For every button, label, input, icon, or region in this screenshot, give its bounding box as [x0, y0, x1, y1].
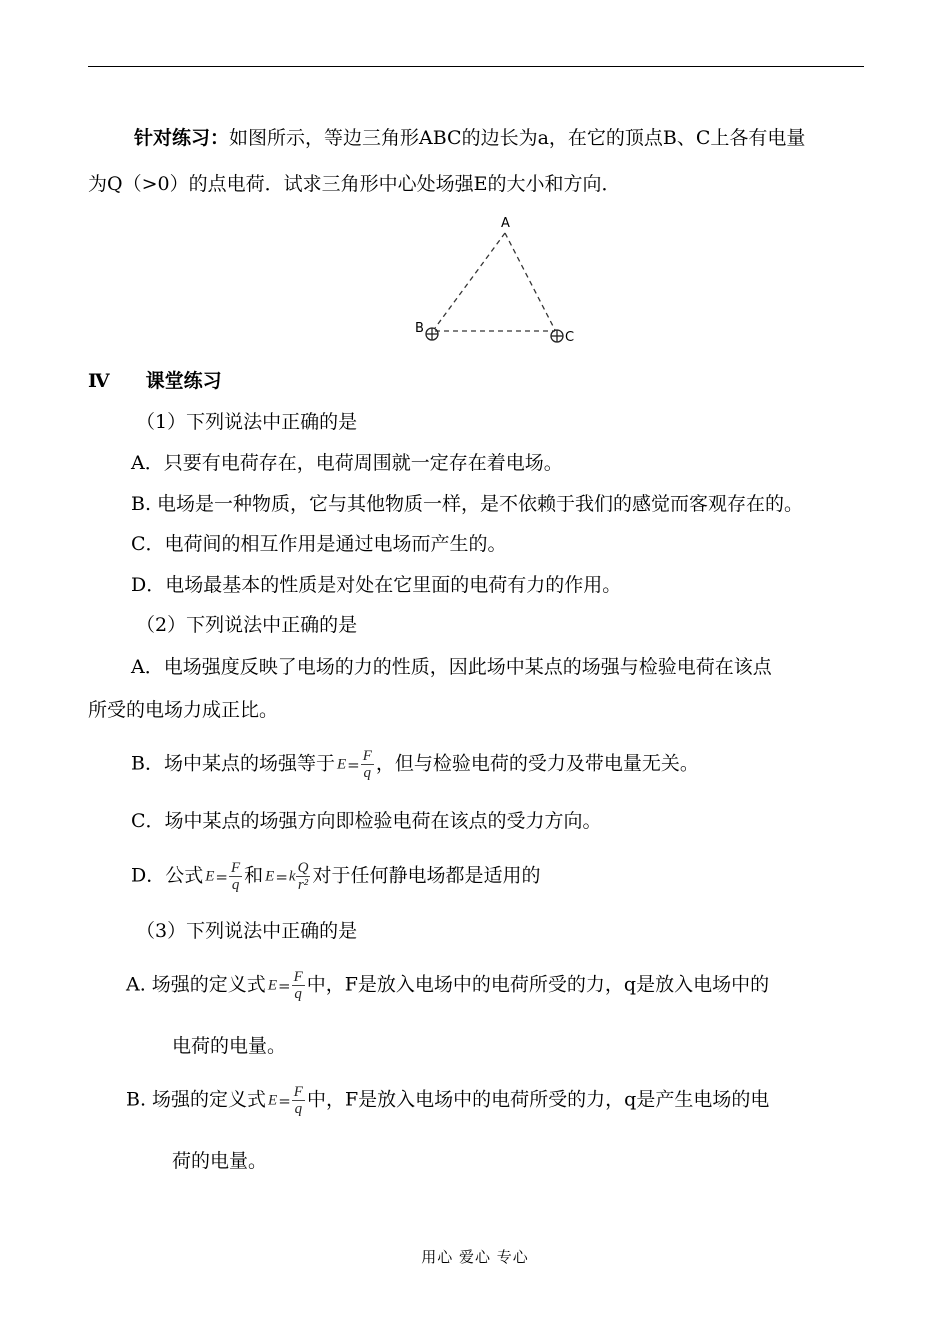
q3-stem: （3）下列说法中正确的是	[136, 920, 358, 942]
formula-equals: =	[277, 976, 291, 995]
q1-option-d: D．电场最基本的性质是对处在它里面的电荷有力的作用。	[131, 574, 622, 596]
vertex-a-label: A	[501, 216, 510, 231]
fraction-numerator: F	[293, 1084, 303, 1100]
q2-option-b	[131, 748, 699, 781]
formula-e-kq-over-r2	[265, 860, 310, 893]
formula-e-f-over-q	[268, 1084, 305, 1117]
q3-option-a-text: A. 场强的定义式	[126, 973, 266, 996]
fraction-f-q	[229, 860, 242, 893]
formula-var-e: E	[265, 868, 275, 885]
vertex-b-label: B	[415, 321, 424, 336]
page-footer: 用心 爱心 专心	[421, 1248, 529, 1266]
edge-ab	[435, 233, 505, 328]
vertex-c-label: C	[565, 330, 575, 345]
fraction-numerator: F	[230, 860, 241, 876]
q2-option-d-text: D．公式	[131, 864, 204, 887]
section-title: 课堂练习	[145, 370, 222, 392]
formula-e-f-over-q	[268, 969, 305, 1002]
q1-stem: （1）下列说法中正确的是	[136, 411, 358, 433]
fraction-denominator: q	[231, 877, 240, 893]
formula-var-k: k	[288, 868, 296, 885]
practice-line-1	[134, 125, 805, 151]
fraction-numerator: F	[362, 748, 372, 764]
formula-equals: =	[347, 755, 360, 774]
q3-option-a-line2: 电荷的电量。	[172, 1035, 287, 1057]
practice-line-2: 为Q（>0）的点电荷．试求三角形中心处场强E的大小和方向．	[88, 173, 621, 195]
q2-option-c: C．场中某点的场强方向即检验电荷在该点的受力方向。	[131, 810, 602, 832]
practice-heading: 针对练习：	[134, 127, 230, 149]
formula-equals: =	[215, 867, 228, 886]
formula-var-e: E	[336, 756, 347, 773]
section-number: Ⅳ	[88, 370, 110, 392]
q2-option-d-and: 和	[244, 864, 264, 887]
formula-e-f-over-q	[337, 748, 374, 781]
q2-option-d	[131, 860, 540, 893]
q1-option-a: A．只要有电荷存在，电荷周围就一定存在着电场。	[131, 452, 563, 474]
fraction-f-q	[361, 748, 374, 781]
formula-var-e: E	[267, 977, 277, 994]
q3-option-b-text: B. 场强的定义式	[126, 1088, 267, 1111]
fraction-denominator: q	[363, 765, 372, 781]
q3-option-a-suffix: 中，F是放入电场中的电荷所受的力，q是放入电场中的	[306, 973, 770, 996]
q3-option-b	[126, 1084, 769, 1117]
fraction-denominator: r²	[297, 877, 309, 893]
charge-b-icon	[426, 328, 438, 340]
q3-option-b-line2: 荷的电量。	[172, 1150, 268, 1172]
formula-equals: =	[278, 1091, 291, 1110]
formula-e-f-over-q	[205, 860, 242, 893]
fraction-denominator: q	[294, 986, 302, 1002]
q2-option-b-suffix: ，但与检验电荷的受力及带电量无关。	[375, 752, 699, 775]
q1-option-b: B. 电场是一种物质，它与其他物质一样，是不依赖于我们的感觉而客观存在的。	[131, 493, 804, 515]
fraction-denominator: q	[294, 1101, 303, 1117]
fraction-q-r2	[296, 860, 311, 893]
fraction-numerator: F	[293, 969, 303, 985]
formula-var-e: E	[205, 868, 215, 885]
section-heading	[88, 368, 222, 394]
q1-option-c: C．电荷间的相互作用是通过电场而产生的。	[131, 533, 507, 555]
fraction-f-q	[292, 969, 305, 1002]
formula-equals: =	[275, 867, 288, 886]
q3-option-b-suffix: 中，F是放入电场中的电荷所受的力，q是产生电场的电	[306, 1088, 770, 1111]
q2-option-b-text: B．场中某点的场强等于	[131, 752, 335, 775]
q2-option-a-line1: A．电场强度反映了电场的力的性质，因此场中某点的场强与检验电荷在该点	[131, 656, 772, 678]
q2-option-d-suffix: 对于任何静电场都是适用的	[312, 864, 541, 887]
charge-c-icon	[551, 330, 563, 342]
q2-stem: （2）下列说法中正确的是	[136, 614, 358, 636]
header-rule	[88, 66, 864, 67]
formula-var-e: E	[268, 1092, 278, 1109]
triangle-figure	[405, 206, 590, 352]
fraction-f-q	[292, 1084, 305, 1117]
practice-text-1: 如图所示，等边三角形ABC的边长为a，在它的顶点B、C上各有电量	[229, 127, 806, 149]
q2-option-a-line2: 所受的电场力成正比。	[88, 699, 279, 721]
edge-ac	[505, 233, 555, 330]
q3-option-a	[126, 969, 769, 1002]
fraction-numerator: Q	[297, 860, 309, 876]
